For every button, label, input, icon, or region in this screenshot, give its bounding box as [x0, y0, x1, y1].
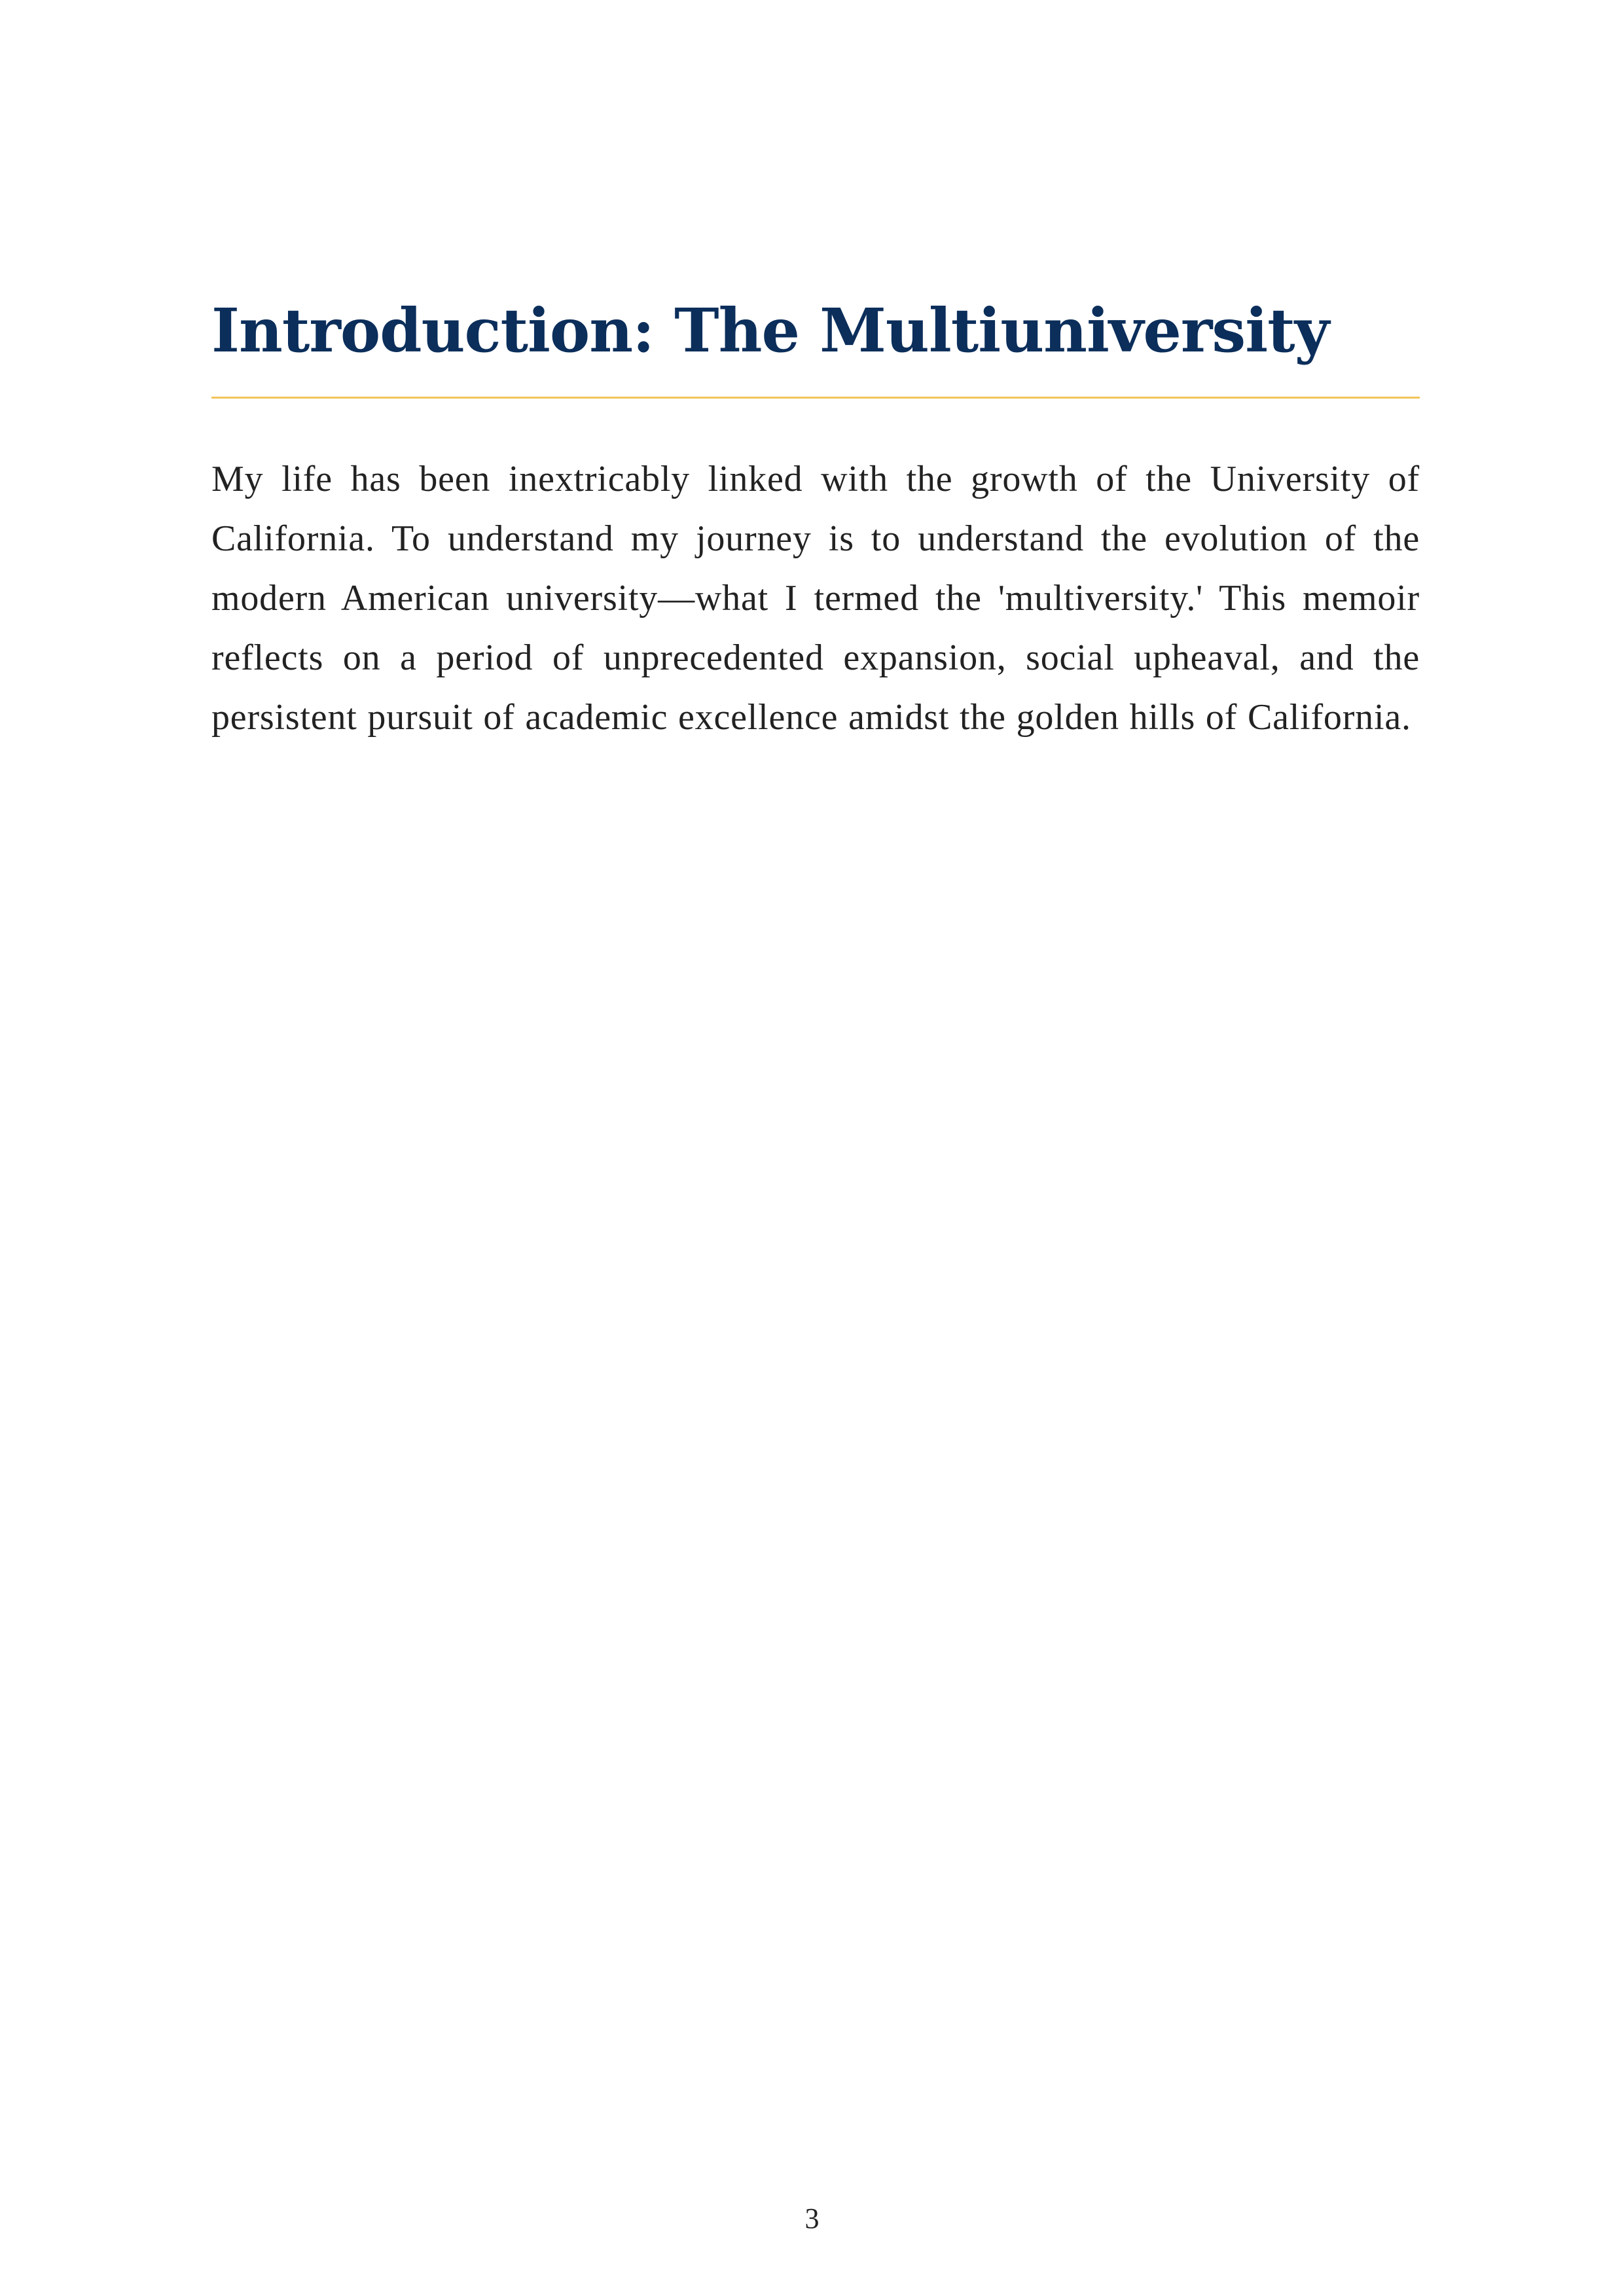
intro-paragraph: My life has been inextricably linked with the growth of the University of California. To understand my journey is to understand the evolution of the modern American university—what I termed the 'multiversity.' This memoir reflects on a period of unprecedented expansion, social upheaval, and the persistent pursuit of academic excellence amidst the golden hills of California. [211, 459, 1420, 738]
chapter-content [211, 288, 1420, 747]
page-number: 3 [804, 2202, 820, 2234]
chapter-title: Introduction: The Multiuniversity [211, 295, 1329, 366]
title-divider [211, 397, 1420, 399]
